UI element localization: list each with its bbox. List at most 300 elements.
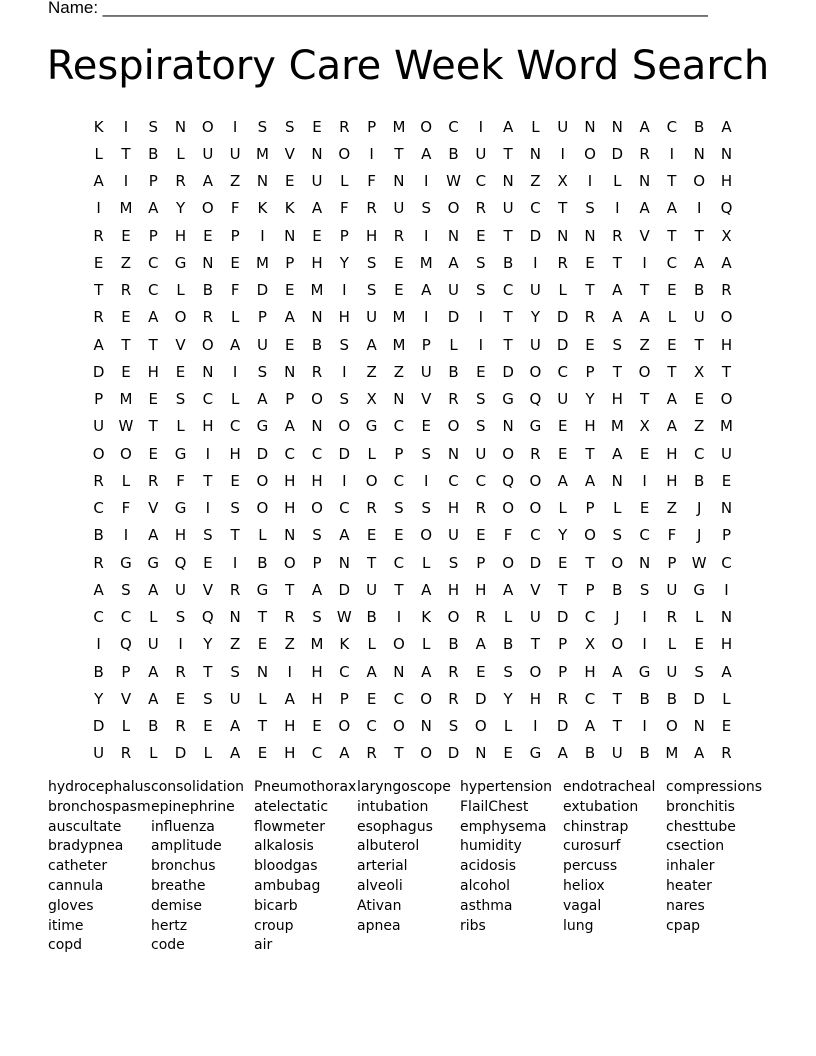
grid-letter: S: [585, 199, 595, 218]
grid-letter: H: [365, 226, 378, 245]
grid-letter: D: [256, 281, 269, 300]
grid-letter: L: [176, 144, 185, 163]
grid-letter: C: [502, 281, 514, 300]
grid-letter: R: [557, 689, 568, 708]
grid-letter: B: [448, 362, 459, 381]
grid-letter: U: [720, 444, 732, 463]
grid-letter: D: [475, 689, 487, 708]
grid-letter: U: [529, 608, 541, 627]
grid-letter: A: [639, 117, 650, 136]
grid-letter: C: [475, 172, 487, 191]
grid-letter: E: [394, 253, 404, 272]
grid-letter: W: [691, 553, 707, 572]
grid-letter: T: [558, 199, 568, 218]
grid-letter: A: [694, 253, 705, 272]
word-list-item: bronchitis: [666, 798, 735, 815]
grid-letter: R: [557, 253, 568, 272]
grid-letter: N: [284, 526, 296, 545]
grid-letter: I: [96, 199, 101, 218]
grid-letter: H: [447, 499, 460, 518]
grid-letter: I: [615, 199, 620, 218]
word-list: [48, 778, 769, 956]
grid-letter: I: [123, 117, 129, 136]
grid-letter: M: [255, 144, 269, 163]
word-list-item: code: [151, 937, 185, 954]
grid-letter: O: [611, 635, 624, 654]
grid-letter: E: [476, 226, 486, 245]
grid-letter: A: [421, 281, 432, 300]
grid-letter: E: [476, 362, 486, 381]
grid-letter: E: [366, 526, 377, 545]
grid-letter: E: [557, 444, 568, 463]
grid-letter: N: [584, 226, 596, 245]
grid-letter: A: [311, 199, 323, 218]
word-list-item: chinstrap: [563, 818, 629, 835]
grid-letter: I: [178, 635, 183, 654]
grid-letter: N: [202, 362, 214, 381]
word-list-item: inhaler: [666, 858, 715, 875]
grid-letter: D: [92, 717, 105, 736]
grid-letter: U: [448, 526, 459, 545]
grid-letter: H: [284, 717, 296, 736]
grid-letter: C: [393, 417, 405, 436]
grid-letter: I: [342, 362, 347, 381]
grid-letter: T: [667, 172, 677, 191]
word-list-item: catheter: [48, 858, 108, 875]
grid-letter: H: [174, 226, 187, 245]
word-list-item: [357, 936, 460, 956]
grid-letter: E: [284, 335, 295, 354]
grid-letter: U: [611, 744, 623, 763]
grid-letter: E: [203, 226, 213, 245]
grid-letter: N: [174, 117, 187, 136]
grid-letter: U: [557, 390, 569, 409]
grid-letter: A: [612, 281, 623, 300]
grid-letter: T: [530, 635, 540, 654]
grid-letter: C: [530, 526, 541, 545]
grid-letter: T: [230, 526, 240, 545]
grid-letter: R: [229, 580, 241, 599]
grid-letter: C: [229, 417, 241, 436]
grid-letter: U: [666, 662, 678, 681]
grid-letter: G: [365, 417, 378, 436]
grid-letter: M: [392, 308, 406, 327]
grid-letter: X: [557, 172, 568, 191]
grid-letter: U: [502, 199, 514, 218]
grid-letter: G: [174, 444, 187, 463]
grid-letter: T: [203, 662, 213, 681]
grid-letter: T: [694, 335, 704, 354]
name-field: Name: ________________________________________________________________: [48, 0, 708, 17]
grid-letter: I: [396, 608, 402, 627]
grid-letter: L: [531, 117, 540, 136]
grid-letter: R: [202, 308, 214, 327]
grid-letter: I: [342, 471, 347, 490]
grid-letter: O: [447, 417, 460, 436]
grid-letter: S: [421, 199, 431, 218]
grid-letter: L: [367, 635, 376, 654]
grid-letter: E: [694, 390, 704, 409]
grid-letter: N: [311, 144, 323, 163]
grid-letter: R: [93, 553, 104, 572]
word-list-item: bradypnea: [48, 838, 124, 855]
grid-letter: J: [696, 499, 702, 518]
grid-letter: R: [639, 144, 650, 163]
word-list-item: vagal: [563, 897, 602, 914]
grid-letter: N: [447, 444, 460, 463]
grid-letter: S: [121, 580, 131, 599]
grid-letter: I: [533, 717, 538, 736]
grid-letter: U: [229, 689, 241, 708]
grid-letter: O: [529, 499, 542, 518]
grid-letter: T: [667, 362, 677, 381]
word-list-item: extubation: [563, 798, 639, 815]
grid-letter: C: [311, 444, 323, 463]
grid-letter: A: [202, 172, 213, 191]
grid-letter: C: [202, 390, 214, 409]
grid-letter: T: [257, 608, 268, 627]
grid-letter: D: [338, 444, 351, 463]
grid-letter: O: [256, 499, 269, 518]
word-list-item: compressions: [666, 779, 763, 795]
grid-letter: O: [201, 199, 214, 218]
word-list-item: [563, 936, 666, 956]
word-list-item: percuss: [563, 858, 618, 875]
grid-letter: C: [93, 608, 104, 627]
grid-letter: R: [475, 199, 487, 218]
grid-letter: T: [640, 390, 650, 409]
grid-letter: L: [667, 308, 677, 327]
grid-letter: K: [339, 635, 350, 654]
grid-letter: N: [393, 662, 405, 681]
grid-letter: S: [476, 281, 486, 300]
grid-letter: T: [367, 553, 377, 572]
grid-letter: N: [393, 390, 405, 409]
word-list-item: apnea: [357, 917, 401, 934]
grid-letter: I: [342, 281, 347, 300]
grid-letter: L: [422, 553, 431, 572]
word-list-item: bronchus: [151, 858, 216, 875]
grid-letter: T: [503, 226, 513, 245]
grid-letter: S: [612, 335, 623, 354]
grid-letter: W: [446, 172, 461, 191]
grid-letter: Y: [203, 635, 213, 654]
grid-letter: L: [94, 144, 103, 163]
word-list-item: influenza: [151, 818, 215, 835]
grid-letter: I: [96, 635, 101, 654]
grid-letter: R: [120, 744, 132, 763]
grid-letter: S: [612, 526, 623, 545]
grid-letter: N: [502, 417, 514, 436]
grid-letter: P: [285, 390, 295, 409]
grid-letter: T: [94, 281, 104, 300]
grid-letter: A: [93, 172, 104, 191]
grid-letter: B: [148, 717, 159, 736]
grid-letter: O: [420, 117, 433, 136]
grid-letter: T: [612, 717, 622, 736]
grid-letter: G: [638, 662, 651, 681]
grid-letter: C: [148, 281, 159, 300]
grid-letter: T: [394, 744, 404, 763]
grid-letter: I: [642, 608, 647, 627]
grid-letter: R: [175, 172, 186, 191]
grid-letter: L: [722, 689, 731, 708]
grid-letter: U: [448, 281, 459, 300]
grid-letter: B: [502, 253, 514, 272]
grid-letter: C: [693, 444, 705, 463]
grid-letter: N: [447, 226, 460, 245]
grid-letter: Z: [694, 417, 705, 436]
grid-letter: P: [558, 635, 568, 654]
grid-letter: Q: [174, 553, 187, 572]
grid-letter: B: [639, 689, 650, 708]
grid-letter: R: [475, 499, 487, 518]
grid-letter: R: [366, 744, 377, 763]
grid-letter: R: [93, 226, 104, 245]
grid-letter: O: [529, 362, 542, 381]
word-list-item: hydrocephalus: [48, 779, 151, 795]
grid-letter: X: [721, 226, 732, 245]
grid-letter: L: [258, 689, 267, 708]
grid-letter: C: [311, 744, 323, 763]
grid-letter: D: [529, 553, 542, 572]
grid-letter: H: [284, 471, 296, 490]
grid-letter: B: [694, 471, 705, 490]
grid-letter: F: [121, 499, 131, 518]
grid-letter: O: [92, 444, 105, 463]
grid-letter: P: [585, 362, 595, 381]
word-list-item: cpap: [666, 917, 701, 934]
grid-letter: R: [475, 608, 487, 627]
word-list-item: esophagus: [357, 818, 433, 835]
grid-letter: T: [612, 689, 622, 708]
grid-letter: D: [693, 689, 705, 708]
grid-letter: A: [284, 689, 295, 708]
word-list-item: bicarb: [254, 897, 298, 914]
grid-letter: S: [203, 689, 213, 708]
grid-letter: S: [421, 499, 431, 518]
grid-letter: B: [639, 744, 650, 763]
grid-letter: I: [478, 308, 484, 327]
grid-letter: A: [421, 580, 432, 599]
grid-letter: G: [529, 417, 542, 436]
grid-letter: H: [720, 172, 733, 191]
grid-letter: E: [175, 689, 186, 708]
grid-letter: P: [148, 226, 158, 245]
grid-letter: C: [448, 471, 459, 490]
grid-letter: J: [615, 608, 620, 627]
grid-letter: B: [366, 608, 377, 627]
word-list-item: flowmeter: [254, 818, 325, 835]
grid-letter: Q: [529, 390, 542, 409]
grid-letter: I: [260, 226, 265, 245]
grid-letter: H: [311, 471, 323, 490]
grid-letter: Z: [229, 172, 241, 191]
grid-letter: C: [666, 253, 678, 272]
grid-letter: H: [720, 635, 733, 654]
grid-letter: R: [393, 226, 405, 245]
grid-letter: Q: [502, 471, 514, 490]
grid-letter: I: [123, 172, 129, 191]
grid-letter: H: [284, 744, 296, 763]
grid-letter: Z: [639, 335, 650, 354]
grid-letter: G: [256, 417, 269, 436]
grid-letter: R: [175, 662, 186, 681]
grid-letter: O: [283, 553, 296, 572]
grid-letter: A: [148, 580, 159, 599]
word-list-item: gloves: [48, 897, 94, 914]
grid-letter: N: [475, 744, 487, 763]
grid-letter: S: [284, 117, 295, 136]
grid-letter: D: [529, 226, 542, 245]
grid-letter: M: [310, 635, 324, 654]
grid-letter: V: [284, 144, 295, 163]
grid-letter: B: [311, 335, 323, 354]
word-list-item: arterial: [357, 858, 408, 875]
grid-letter: T: [558, 580, 568, 599]
grid-letter: R: [339, 117, 350, 136]
grid-letter: A: [666, 390, 678, 409]
word-list-item: hypertension: [460, 779, 553, 795]
grid-letter: S: [503, 662, 513, 681]
grid-letter: S: [312, 608, 322, 627]
grid-letter: C: [557, 362, 568, 381]
grid-letter: L: [558, 281, 567, 300]
word-list-item: breathe: [151, 877, 206, 894]
grid-letter: V: [639, 226, 650, 245]
grid-letter: P: [312, 553, 322, 572]
grid-letter: M: [119, 199, 133, 218]
grid-letter: O: [311, 390, 323, 409]
grid-letter: A: [257, 390, 268, 409]
word-list-item: bronchospasm: [48, 798, 151, 815]
grid-letter: I: [560, 144, 565, 163]
grid-letter: S: [476, 390, 486, 409]
grid-letter: A: [93, 580, 104, 599]
grid-letter: C: [393, 689, 405, 708]
grid-letter: E: [148, 390, 158, 409]
grid-letter: R: [721, 281, 732, 300]
grid-letter: O: [447, 608, 460, 627]
grid-letter: B: [502, 635, 514, 654]
grid-letter: S: [257, 362, 268, 381]
grid-letter: C: [721, 553, 732, 572]
grid-letter: V: [148, 499, 159, 518]
grid-letter: O: [420, 689, 433, 708]
grid-letter: S: [175, 608, 186, 627]
grid-letter: A: [639, 308, 650, 327]
grid-letter: T: [694, 226, 704, 245]
grid-letter: T: [667, 226, 677, 245]
grid-letter: I: [533, 253, 538, 272]
grid-letter: R: [366, 499, 377, 518]
grid-letter: O: [720, 308, 733, 327]
grid-letter: S: [339, 390, 350, 409]
grid-letter: A: [448, 253, 459, 272]
grid-letter: T: [257, 717, 268, 736]
grid-letter: S: [694, 662, 704, 681]
word-list-item: auscultate: [48, 818, 122, 835]
grid-letter: T: [285, 580, 295, 599]
word-list-item: ambubag: [254, 877, 321, 894]
grid-letter: G: [693, 580, 705, 599]
grid-letter: E: [257, 744, 268, 763]
grid-letter: C: [393, 553, 405, 572]
grid-letter: O: [502, 499, 514, 518]
grid-letter: L: [230, 390, 240, 409]
grid-letter: O: [529, 662, 542, 681]
grid-letter: T: [503, 308, 513, 327]
grid-letter: M: [665, 744, 679, 763]
word-list-item: atelectatic: [254, 798, 329, 815]
word-list-item: asthma: [460, 897, 513, 914]
grid-letter: T: [612, 362, 622, 381]
word-list-item: croup: [254, 917, 294, 934]
grid-letter: R: [721, 744, 732, 763]
grid-letter: T: [148, 335, 158, 354]
grid-letter: G: [529, 744, 542, 763]
grid-letter: D: [556, 335, 569, 354]
grid-letter: E: [203, 553, 213, 572]
grid-letter: I: [287, 662, 292, 681]
grid-letter: R: [448, 689, 459, 708]
grid-letter: E: [476, 662, 486, 681]
grid-letter: I: [232, 117, 238, 136]
grid-letter: E: [585, 253, 595, 272]
grid-letter: V: [530, 580, 541, 599]
grid-letter: D: [447, 744, 460, 763]
grid-letter: A: [557, 471, 568, 490]
grid-letter: O: [120, 444, 132, 463]
grid-letter: O: [447, 199, 460, 218]
grid-letter: B: [584, 744, 596, 763]
word-list-item: albuterol: [357, 838, 420, 855]
grid-letter: C: [366, 717, 377, 736]
grid-letter: N: [720, 499, 733, 518]
grid-letter: E: [312, 117, 322, 136]
grid-letter: N: [611, 117, 623, 136]
grid-letter: K: [284, 199, 295, 218]
grid-letter: M: [392, 335, 406, 354]
grid-letter: P: [230, 226, 240, 245]
grid-letter: M: [419, 253, 433, 272]
word-list-item: nares: [666, 897, 705, 914]
grid-letter: H: [666, 444, 678, 463]
grid-letter: Z: [366, 362, 377, 381]
grid-letter: R: [284, 608, 295, 627]
grid-letter: I: [369, 144, 374, 163]
grid-letter: D: [611, 144, 624, 163]
word-list-item: copd: [48, 937, 83, 954]
grid-letter: O: [311, 499, 323, 518]
grid-letter: Z: [530, 172, 541, 191]
grid-letter: R: [666, 608, 678, 627]
grid-letter: C: [339, 662, 350, 681]
grid-letter: I: [669, 144, 675, 163]
grid-letter: L: [149, 608, 158, 627]
grid-letter: R: [311, 362, 323, 381]
grid-letter: I: [642, 253, 647, 272]
grid-letter: C: [666, 117, 678, 136]
grid-letter: P: [585, 499, 595, 518]
word-list-item: chesttube: [666, 818, 736, 835]
grid-letter: H: [447, 580, 460, 599]
grid-letter: F: [367, 172, 376, 191]
grid-letter: O: [338, 144, 351, 163]
grid-letter: H: [311, 662, 323, 681]
grid-letter: B: [257, 553, 268, 572]
grid-letter: T: [203, 471, 213, 490]
